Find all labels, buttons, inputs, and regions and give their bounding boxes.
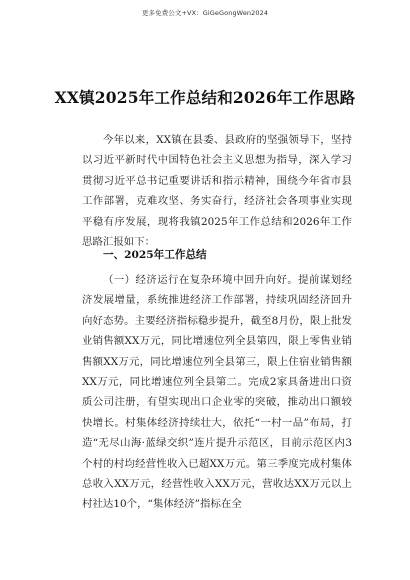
section-heading: 一、2025年工作总结 bbox=[103, 249, 207, 261]
header-note: 更多免费公文+VX：GiGeGongWen2024 bbox=[141, 9, 269, 17]
section-paragraph: （一）经济运行在复杂环境中回升向好。提前谋划经济发展增量，系统推进经济工作部署，持续巩固经济回升向好态势。主要经济指标稳步提升，截至8月份，限上批发业销售额XX万元，同比增速位列全县第四，限上零售业销售额XX万元，同比增速位列全县第三，限上住宿业销售额XX万元，同比增速位列全县第二。完成2家具备进出口资质公司注册，有望实现出口企业零的突破，推动出口额较快增长。村集体经济持续壮大，依托“一村一品”布局，打造“无尽山海·蓝绿交织”连片提升示范区，目前示范区内3个村的村均经营性收入已超XX万元。第三季度完成村集体总收入XX万元，经营性收入XX万元，营收达XX万元以上村社达10个，“集体经济”指标在全 bbox=[82, 274, 352, 511]
intro-paragraph: 今年以来，XX镇在县委、县政府的坚强领导下，坚持以习近平新时代中国特色社会主义思想为指导，深入学习贯彻习近平总书记重要讲话和指示精神，围绕今年省市县工作部署，克难攻坚、务实奋行，经济社会各项事业实现平稳有序发展，现将我镇2025年工作总结和2026年工作思路汇报如下： bbox=[82, 134, 352, 249]
document-title: XX镇2025年工作总结和2026年工作思路 bbox=[54, 88, 356, 107]
